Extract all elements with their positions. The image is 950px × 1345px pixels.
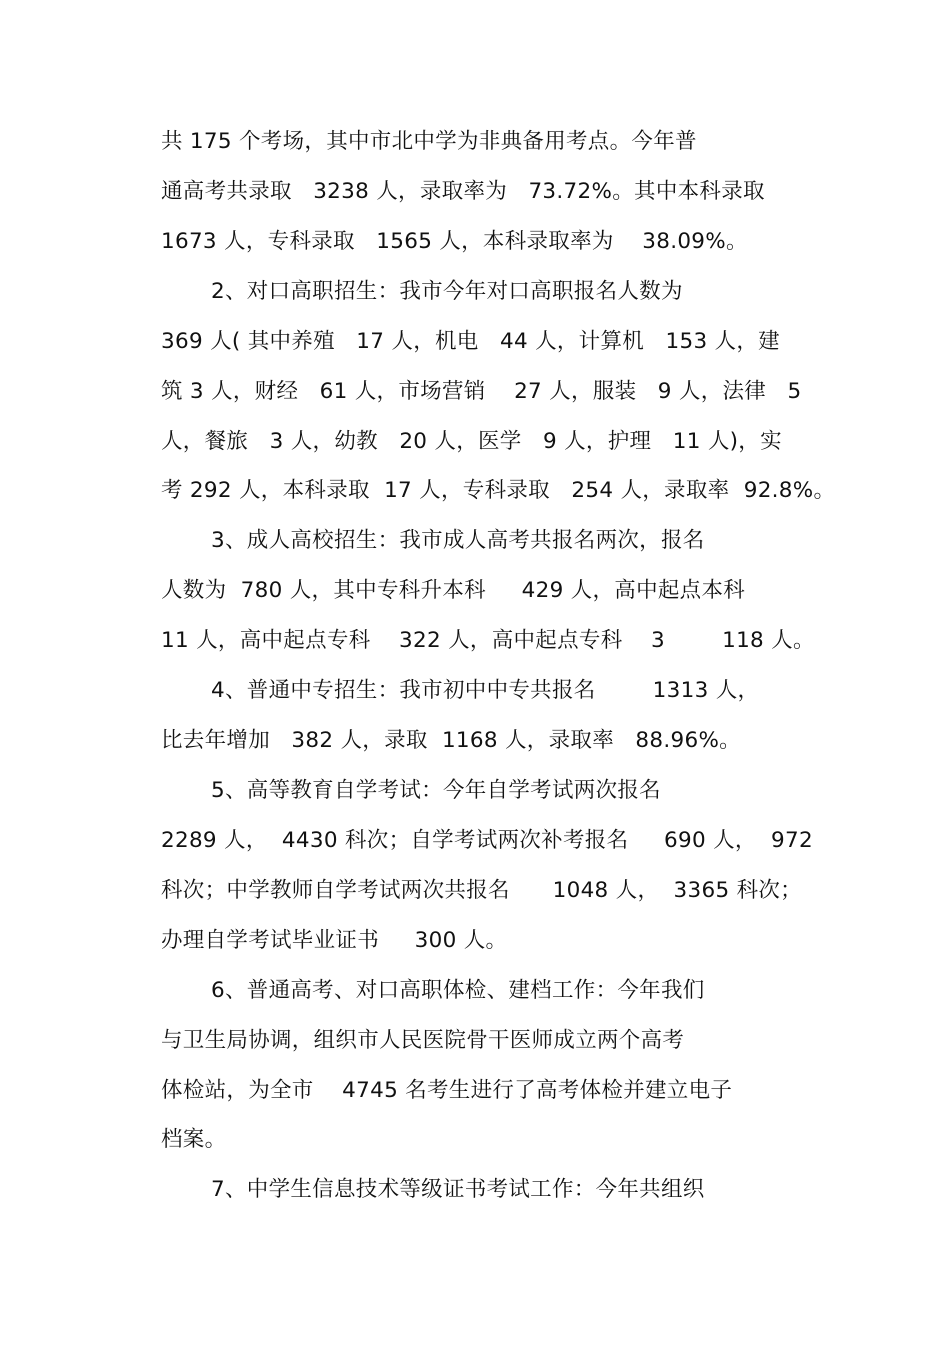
text-line: 共 175 个考场，其中市北中学为非典备用考点。今年普 bbox=[161, 129, 697, 154]
text-line: 与卫生局协调，组织市人民医院骨干医师成立两个高考 bbox=[161, 1028, 685, 1053]
text-line: 1673 人，专科录取 1565 人，本科录取率为 38.09%。 bbox=[161, 229, 748, 254]
text-line: 2、对口高职招生：我市今年对口高职报名人数为 bbox=[211, 279, 683, 304]
text-line: 3、成人高校招生：我市成人高考共报名两次，报名 bbox=[211, 528, 705, 553]
text-line: 办理自学考试毕业证书 300 人。 bbox=[161, 928, 508, 953]
text-line: 7、中学生信息技术等级证书考试工作：今年共组织 bbox=[211, 1177, 705, 1202]
text-line: 人数为 780 人，其中专科升本科 429 人，高中起点本科 bbox=[161, 578, 746, 603]
text-line: 6、普通高考、对口高职体检、建档工作：今年我们 bbox=[211, 978, 705, 1003]
text-line: 体检站，为全市 4745 名考生进行了高考体检并建立电子 bbox=[161, 1078, 733, 1103]
text-line: 4、普通中专招生：我市初中中专共报名 1313 人， bbox=[211, 678, 760, 703]
text-line: 筑 3 人，财经 61 人，市场营销 27 人，服装 9 人，法律 5 bbox=[161, 379, 802, 404]
text-line: 考 292 人，本科录取 17 人，专科录取 254 人，录取率 92.8%。 bbox=[161, 478, 836, 503]
text-line: 11 人，高中起点专科 322 人，高中起点专科 3 118 人。 bbox=[161, 628, 815, 653]
text-line: 通高考共录取 3238 人，录取率为 73.72%。其中本科录取 bbox=[161, 179, 765, 204]
text-line: 369 人( 其中养殖 17 人，机电 44 人，计算机 153 人，建 bbox=[161, 329, 780, 354]
text-line: 比去年增加 382 人，录取 1168 人，录取率 88.96%。 bbox=[161, 728, 741, 753]
text-line: 档案。 bbox=[161, 1127, 227, 1152]
text-line: 5、高等教育自学考试：今年自学考试两次报名 bbox=[211, 778, 661, 803]
text-line: 2289 人， 4430 科次；自学考试两次补考报名 690 人， 972 bbox=[161, 828, 813, 853]
text-line: 人，餐旅 3 人，幼教 20 人，医学 9 人，护理 11 人)，实 bbox=[161, 429, 782, 454]
text-line: 科次；中学教师自学考试两次共报名 1048 人， 3365 科次； bbox=[161, 878, 802, 903]
